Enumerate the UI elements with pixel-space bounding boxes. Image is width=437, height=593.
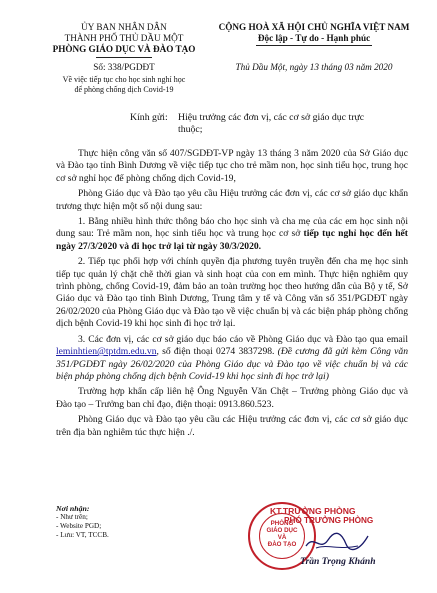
paragraph-6: Trường hợp khẩn cấp liên hệ Ông Nguyễn Văn Chệt – Trưởng phòng Giáo dục và Đào tạo – Trưởng ban chỉ đạo, điện thoại: 0913.860.523. <box>56 386 408 410</box>
recipients-title: Nơi nhận: <box>56 504 90 513</box>
handwritten-signature-icon <box>302 530 372 554</box>
authority-line-2: THÀNH PHỐ THỦ DẦU MỘT <box>64 33 184 43</box>
paragraph-5-text-b: , số điện thoại 0274 3837298. <box>156 346 278 358</box>
doc-number: Số: 338/PGDĐT <box>93 62 155 72</box>
recipient-line-2: thuộc; <box>178 124 203 136</box>
paragraph-4: 2. Tiếp tục phối hợp với chính quyền địa phương tuyên truyền đến cha mẹ học sinh tiếp tục quản lý chặt chẽ thời gian và sinh hoạt của con em mình. Thực hiện nghiêm quy trình phòng, chống Covid-19, đảm bảo an toàn trường học theo hướng dẫn của Bộ y tế, Sở Giáo dục và Đào tạo tỉnh Bình Dương, Trung tâm y tế và Công văn số 351/PGDĐT ngày 26/02/2020 của Phòng Giáo dục và Đào tạo về việc chuẩn bị và các biện pháp phòng chống dịch bệnh Covid-19 khi học sinh đi học trở lại. <box>56 256 408 330</box>
paragraph-3 <box>56 216 408 253</box>
paragraph-3-emphasis: tiếp tục nghỉ học đến hết ngày 27/3/2020 và đi học trở lại từ ngày 30/3/2020. <box>56 228 408 252</box>
header-left-underline <box>96 57 152 58</box>
header-right-underline <box>256 45 372 46</box>
paragraph-1: Thực hiện công văn số 407/SGDĐT-VP ngày 13 tháng 3 năm 2020 của Sở Giáo dục và Đào tạo tỉnh Bình Dương về việc tiếp tục cho trẻ mầm non, học sinh tiểu học, trung học cơ sở nghỉ học để phòng chống dịch Covid-19, <box>56 148 408 184</box>
recipient-item-1: - Như trên; <box>56 513 88 521</box>
recipient-item-3: - Lưu: VT, TCCB. <box>56 531 109 539</box>
recipient-label: Kính gửi: <box>130 112 168 123</box>
issuing-authority <box>44 22 204 55</box>
paragraph-5 <box>56 334 408 384</box>
motto: Độc lập - Tự do - Hạnh phúc <box>257 33 371 43</box>
signer-title: KT.TRƯỞNG PHÒNG <box>270 506 356 516</box>
signer-name: Trần Trọng Khánh <box>300 556 376 567</box>
nation-name: CỘNG HOÀ XÃ HỘI CHỦ NGHĨA VIỆT NAM <box>218 22 410 32</box>
seal-line-3: VÀ <box>277 534 287 541</box>
contact-email-link[interactable]: leminhtien@tptdm.edu.vn <box>56 346 157 358</box>
seal-line-1: PHÒNG <box>270 520 294 527</box>
doc-date: Thủ Dầu Một, ngày 13 tháng 03 năm 2020 <box>235 62 393 72</box>
authority-line-3: PHÒNG GIÁO DỤC VÀ ĐÀO TẠO <box>52 44 196 54</box>
recipients-list <box>56 504 176 540</box>
seal-line-2: GIÁO DỤC <box>266 527 298 534</box>
authority-line-1: ỦY BAN NHÂN DÂN <box>81 22 167 32</box>
paragraph-5-note: (Đề cương đã gửi kèm Công văn 351/PGDĐT ngày 26/02/2020 của Phòng Giáo dục và Đào tạo về việc chuẩn bị và các biện pháp phòng chống dịch bệnh Covid-19 khi học sinh đi học trở lại) <box>56 346 408 382</box>
paragraph-7: Phòng Giáo dục và Đào tạo yêu cầu các Hiệu trưởng các đơn vị, các cơ sở giáo dục trên địa bàn nghiêm túc thực hiện ./. <box>56 414 408 438</box>
paragraph-5-text-a: 3. Các đơn vị, các cơ sở giáo dục báo cáo về Phòng Giáo dục và Đào tạo qua email <box>78 333 408 345</box>
paragraph-3-text: 1. Bằng nhiều hình thức thông báo cho học sinh và cha mẹ của các em học sinh nội dung sau: Trẻ mầm non, học sinh tiểu học và trung học cơ sở <box>56 216 408 240</box>
paragraph-2: Phòng Giáo dục và Đào tạo yêu cầu Hiệu trưởng các đơn vị, các cơ sở giáo dục khẩn trương thực hiện một số nội dung sau: <box>56 188 408 212</box>
recipient-item-2: - Website PGD; <box>56 522 102 530</box>
recipient-line-1: Hiệu trưởng các đơn vị, các cơ sở giáo dục trực <box>178 112 365 123</box>
seal-line-4: ĐÀO TẠO <box>267 541 297 548</box>
doc-subject <box>44 75 204 95</box>
signer-subtitle: PHÓ TRƯỞNG PHÒNG <box>284 516 374 525</box>
recipient-text <box>178 112 406 137</box>
national-motto <box>214 22 414 44</box>
document-body <box>56 148 408 439</box>
subject-line-1: Về việc tiếp tục cho học sinh nghỉ học <box>62 75 186 84</box>
subject-line-2: để phòng chống dịch Covid-19 <box>74 85 174 94</box>
